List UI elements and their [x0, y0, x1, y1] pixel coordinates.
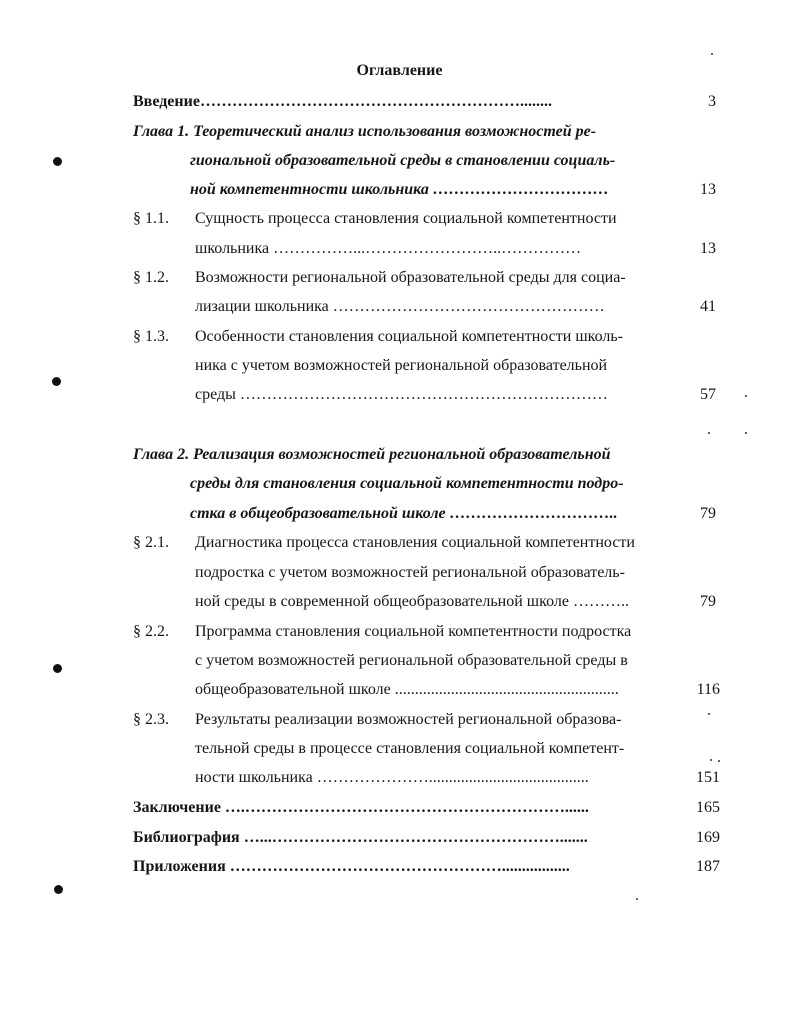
toc-chapter2-line3: стка в общеобразовательной школе …………………………..: [190, 505, 618, 522]
toc-appendices-page: 187: [696, 858, 720, 875]
toc-chapter1-line3: ной компетентности школьника ……………………………: [190, 181, 609, 198]
toc-section-1-3-line3: среды ……………………………………………………………: [195, 386, 608, 403]
scan-mark: [53, 157, 62, 166]
toc-section-2-3-line1: Результаты реализации возможностей региональной образова-: [195, 711, 622, 728]
toc-section-1-2-line2: лизации школьника ……………………………………………: [195, 298, 605, 315]
toc-section-1-2-line1: Возможности региональной образовательной среды для социа-: [195, 269, 626, 286]
toc-section-number: § 1.2.: [133, 269, 169, 286]
toc-chapter1-page: 13: [700, 181, 716, 198]
toc-chapter2-line2: среды для становления социальной компетентности подро-: [190, 475, 624, 492]
toc-section-1-3-line2: ника с учетом возможностей региональной образовательной: [195, 357, 608, 374]
scan-speck: [710, 759, 712, 761]
toc-bibliography-page: 169: [696, 829, 720, 846]
scan-speck: [708, 432, 710, 434]
toc-section-2-3-line3: ности школьника …………………........................................: [195, 769, 589, 786]
toc-chapter1-line1: Глава 1. Теоретический анализ использования возможностей ре-: [133, 123, 597, 140]
toc-section-2-3-line2: тельной среды в процессе становления социальной компетент-: [195, 740, 625, 757]
toc-section-1-2-page: 41: [700, 298, 716, 315]
toc-section-2-2-line2: с учетом возможностей региональной образовательной среды в: [195, 652, 628, 669]
toc-section-2-2-page: 116: [696, 681, 720, 698]
scan-mark: [52, 377, 61, 386]
toc-section-number: § 2.2.: [133, 623, 169, 640]
toc-section-number: § 2.1.: [133, 534, 169, 551]
scan-speck: [718, 760, 720, 762]
toc-chapter2-line1: Глава 2. Реализация возможностей региональной образовательной: [133, 446, 611, 463]
toc-section-2-1-line3: ной среды в современной общеобразовательной школе ………..: [195, 593, 629, 610]
toc-section-2-2-line3: общеобразовательной школе ........................................................: [195, 681, 619, 698]
toc-intro-page: 3: [708, 93, 716, 110]
toc-section-1-3-line1: Особенности становления социальной компетентности школь-: [195, 328, 623, 345]
toc-section-1-1-line2: школьника ……………...……………………..……………: [195, 240, 582, 257]
toc-bibliography: Библиография …...……………………………………………….......: [133, 829, 588, 846]
toc-intro: Введение……………………………………………………........: [133, 93, 552, 110]
scan-speck: [711, 53, 713, 55]
toc-section-number: § 2.3.: [133, 711, 169, 728]
toc-section-1-1-line1: Сущность процесса становления социальной компетентности: [195, 210, 617, 227]
toc-section-1-1-page: 13: [700, 240, 716, 257]
toc-chapter2-page: 79: [700, 505, 716, 522]
toc-section-2-3-page: 151: [696, 769, 720, 786]
toc-section-2-1-page: 79: [700, 593, 716, 610]
toc-section-number: § 1.1.: [133, 210, 169, 227]
toc-heading: Оглавление: [356, 62, 443, 79]
toc-section-2-2-line1: Программа становления социальной компетентности подростка: [195, 623, 632, 640]
toc-section-number: § 1.3.: [133, 328, 169, 345]
scan-mark: [54, 885, 63, 894]
toc-section-2-1-line1: Диагностика процесса становления социальной компетентности: [195, 534, 635, 551]
toc-conclusion-page: 165: [696, 799, 720, 816]
toc-conclusion: Заключение ….……………………………………………………......: [133, 799, 589, 816]
scan-speck: [745, 432, 747, 434]
toc-appendices: Приложения …………………………………………….................: [133, 858, 570, 875]
scan-speck: [745, 395, 747, 397]
scan-mark: [53, 664, 62, 673]
toc-chapter1-line2: гиональной образовательной среды в становлении социаль-: [190, 152, 616, 169]
toc-section-2-1-line2: подростка с учетом возможностей региональной образователь-: [195, 564, 625, 581]
scan-speck: [708, 713, 710, 715]
scan-speck: [636, 898, 638, 900]
toc-section-1-3-page: 57: [700, 386, 716, 403]
